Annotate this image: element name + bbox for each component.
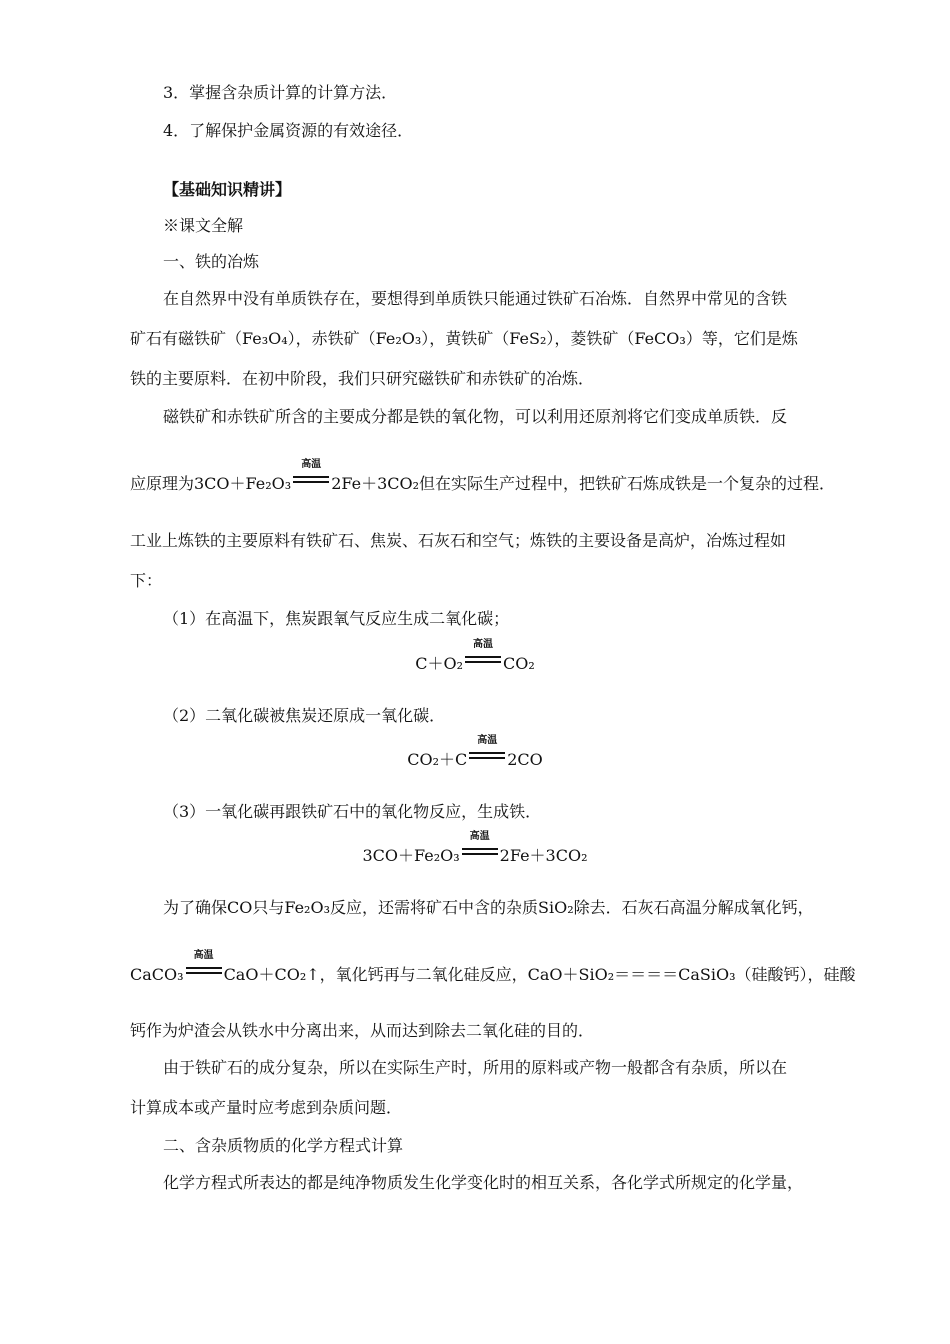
p4-line2: CaCO₃ 高温 CaO＋CO₂↑，氧化钙再与二氧化硅反应，CaO＋SiO₂＝＝＝＝CaSiO₃（硅酸钙），硅酸 [130,950,856,984]
step-1-equation: C＋O₂ 高温 CO₂ [415,639,535,673]
step-2-text: （2）二氧化碳被焦炭还原成一氧化碳． [163,706,446,725]
p4-line1: 为了确保CO只与Fe₂O₃反应，还需将矿石中含的杂质SiO₂除去．石灰石高温分解成氧化钙， [163,898,814,917]
objective-item-4: 4．了解保护金属资源的有效途径． [163,121,414,140]
subheading: ※课文全解 [163,216,244,235]
p5-line1: 由于铁矿石的成分复杂，所以在实际生产时，所用的原料或产物一般都含有杂质，所以在 [163,1058,788,1077]
part1-title: 一、铁的冶炼 [163,252,260,271]
p2-line2 [130,459,836,495]
p6-line1: 化学方程式所表达的都是纯净物质发生化学变化时的相互关系，各化学式所规定的化学量， [163,1173,804,1192]
equation-right-and-text: 2Fe＋3CO₂但在实际生产过程中，把铁矿石炼成铁是一个复杂的过程． [331,474,836,493]
part2-title: 二、含杂质物质的化学方程式计算 [163,1136,404,1155]
high-temperature-sign: 高温 [467,744,507,766]
p5-line2: 计算成本或产量时应考虑到杂质问题． [130,1098,403,1117]
p4-line3: 钙作为炉渣会从铁水中分离出来，从而达到除去二氧化硅的目的． [130,1021,595,1040]
p3-line1: 工业上炼铁的主要原料有铁矿石、焦炭、石灰石和空气；炼铁的主要设备是高炉，冶炼过程如 [130,531,787,550]
step-2-equation: CO₂＋C 高温 2CO [407,735,543,769]
p1-line3: 铁的主要原料．在初中阶段，我们只研究磁铁矿和赤铁矿的冶炼． [130,369,595,388]
section-heading: 【基础知识精讲】 [163,180,292,199]
objective-item-3: 3．掌握含杂质计算的计算方法． [163,83,398,102]
step-3-text: （3）一氧化碳再跟铁矿石中的氧化物反应，生成铁． [163,802,542,821]
step-3-equation: 3CO＋Fe₂O₃ 高温 2Fe＋3CO₂ [362,831,588,865]
high-temperature-sign: 高温 [291,468,331,490]
p1-line2: 矿石有磁铁矿（Fe₃O₄），赤铁矿（Fe₂O₃），黄铁矿（FeS₂），菱铁矿（FeCO₃）等，它们是炼 [130,329,798,348]
p1-line1: 在自然界中没有单质铁存在，要想得到单质铁只能通过铁矿石冶炼．自然界中常见的含铁 [163,289,788,308]
step-1-text: （1）在高温下，焦炭跟氧气反应生成二氧化碳； [163,609,510,628]
p3-line2: 下： [130,571,163,590]
high-temperature-sign: 高温 [460,840,500,862]
p2-line1: 磁铁矿和赤铁矿所含的主要成分都是铁的氧化物，可以利用还原剂将它们变成单质铁．反 [163,407,788,426]
high-temperature-sign: 高温 [463,648,503,670]
equation-left: 应原理为3CO＋Fe₂O₃ [130,474,292,493]
high-temperature-sign: 高温 [184,959,224,981]
